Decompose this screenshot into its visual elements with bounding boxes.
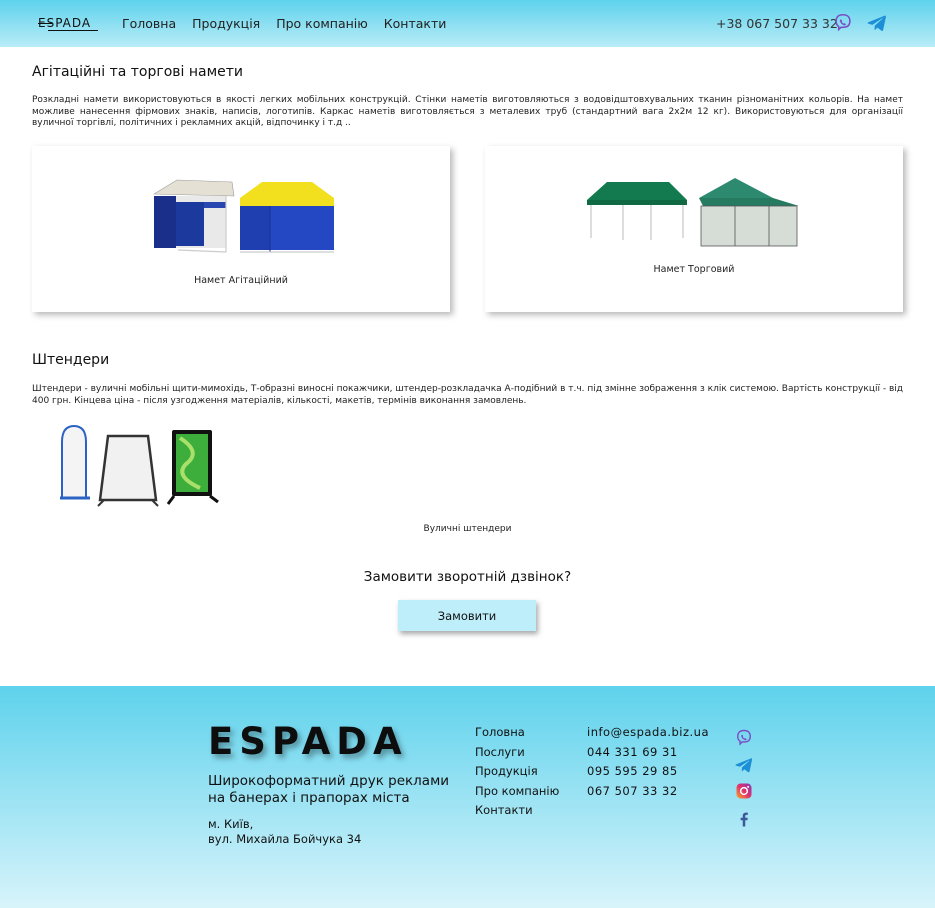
callback-question: Замовити зворотній дзвінок? xyxy=(363,569,572,585)
tent-card-trade[interactable] xyxy=(485,146,903,312)
footer-phone-1[interactable]: 044 331 69 31 xyxy=(587,744,678,759)
nav-products[interactable]: Продукція xyxy=(192,16,261,31)
viber-icon[interactable] xyxy=(734,728,754,748)
stands-title: Штендери xyxy=(32,352,110,368)
footer-link-home[interactable]: Головна xyxy=(475,725,525,739)
footer-address xyxy=(208,817,428,847)
site-header xyxy=(0,0,935,47)
nav-home[interactable]: Головна xyxy=(122,16,177,31)
instagram-icon[interactable] xyxy=(734,781,754,801)
footer-tagline: Широкоформатний друк реклами на банерах і прапорах міста xyxy=(208,773,450,806)
site-footer xyxy=(0,686,935,908)
header-logo[interactable]: ESPADA xyxy=(38,16,92,30)
telegram-icon[interactable] xyxy=(734,755,754,775)
footer-address-city: м. Київ, xyxy=(208,817,254,831)
footer-link-contacts[interactable]: Контакти xyxy=(475,803,533,817)
footer-address-street: вул. Михайла Бойчука 34 xyxy=(208,832,362,846)
trade-tents-image xyxy=(585,176,805,248)
footer-brand: ESPADA xyxy=(208,720,408,763)
street-stands-image[interactable] xyxy=(50,424,222,508)
footer-phone-2[interactable]: 095 595 29 85 xyxy=(587,764,678,778)
viber-icon[interactable] xyxy=(832,12,854,34)
tent-card-agitation[interactable] xyxy=(32,146,450,312)
footer-email[interactable]: info@espada.biz.ua xyxy=(587,725,710,739)
footer-links xyxy=(475,723,559,821)
footer-phone-3[interactable]: 067 507 33 32 xyxy=(587,783,678,798)
footer-link-about[interactable]: Про компанію xyxy=(475,783,560,798)
stands-description: Штендери - вуличні мобільні щити-мимохідь, Т-образні виносні покажчики, штендер-розкладачка А-подібний в т.ч. під змінне зображення з клік системою. Вартість конструкції - від 400 грн. Кінцева ціна - після узгодження матеріалів, кількості, макетів, термінів виконання замовлень. xyxy=(32,384,903,406)
header-phone[interactable]: +38 067 507 33 32 xyxy=(716,16,838,31)
facebook-icon[interactable] xyxy=(734,809,754,829)
order-callback-button[interactable]: Замовити xyxy=(398,600,536,631)
nav-contacts[interactable]: Контакти xyxy=(383,16,447,31)
tents-description: Розкладні намети використовуються в якості легких мобільних конструкцій. Стінки наметів виготовляються з водовідштовхувальних тканин різноманітних кольорів. На намет можливе нанесення фірмових знаків, написів, логотипів. Каркас наметів виготовляється з металевих труб (стандартний вага 2х2м 12 кг). Використовуються для організації вуличної торгівлі, політичних і рекламних акцій, відпочинку і т.д .. xyxy=(32,95,903,128)
main-nav xyxy=(122,16,462,31)
tents-title: Агітаційні та торгові намети xyxy=(32,64,244,80)
footer-link-products[interactable]: Продукція xyxy=(475,764,538,778)
stands-caption: Вуличні штендери xyxy=(423,524,512,534)
agitation-tents-image xyxy=(142,176,342,258)
footer-link-services[interactable]: Послуги xyxy=(475,744,525,759)
logo-underline xyxy=(48,30,98,31)
telegram-icon[interactable] xyxy=(866,12,888,34)
nav-about[interactable]: Про компанію xyxy=(276,16,368,31)
footer-contacts xyxy=(587,723,709,801)
tent-caption-agitation: Намет Агітаційний xyxy=(194,275,288,286)
tent-caption-trade: Намет Торговий xyxy=(653,264,735,275)
